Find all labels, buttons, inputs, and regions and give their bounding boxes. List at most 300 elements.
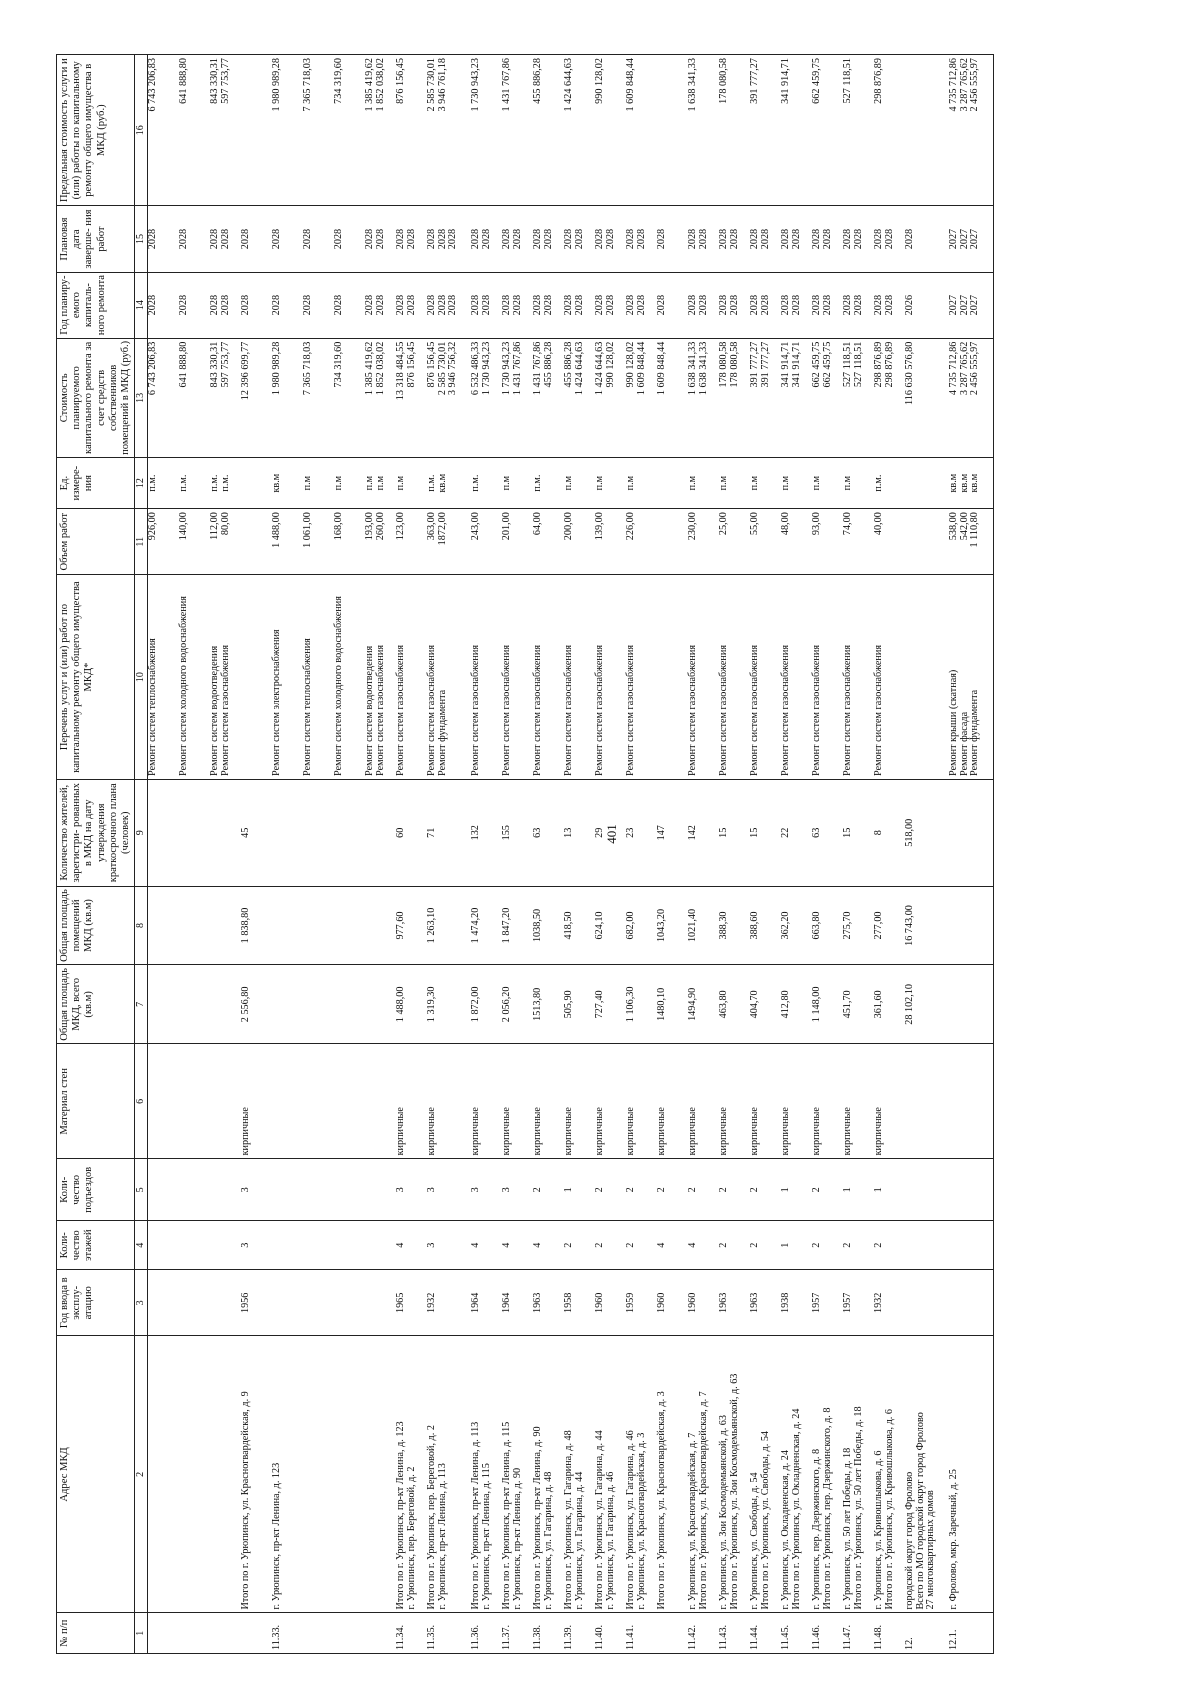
cell-line: 2028 [426, 294, 438, 316]
cell-line: 404,70 [749, 990, 761, 1019]
cell-line: 2028 [780, 228, 792, 250]
table-row [564, 55, 595, 1654]
cell-line: 45 [240, 827, 252, 838]
cell-line: Ремонт систем газоснабжения [842, 644, 854, 776]
cell-line: 12 396 699,77 [240, 341, 252, 401]
cell-line: 23 [625, 827, 637, 838]
cell-col-15 [272, 206, 303, 272]
cell-line: 2028 [178, 294, 190, 316]
cell-col-12 [303, 458, 334, 509]
cell-col-11 [949, 509, 994, 575]
cell-line: 2028 [501, 228, 513, 250]
cell-col-14 [471, 272, 502, 338]
cell-line: 116 630 576,80 [904, 341, 916, 405]
cell-col-3 [365, 1270, 396, 1336]
cell-line: Ремонт фундамента [436, 689, 448, 776]
table-body [135, 55, 994, 1654]
cell-line: 2026 [904, 294, 916, 316]
cell-col-4 [626, 1221, 657, 1270]
cell-line: 2028 [436, 228, 448, 250]
cell-line: 2028 [759, 294, 771, 316]
cell-col-16 [427, 55, 471, 207]
table-row [471, 55, 502, 1654]
cell-line: 11.35. [426, 1624, 438, 1650]
cell-col-9 [626, 779, 657, 886]
cell-line: кирпичные [395, 1107, 407, 1156]
cell-col-1 [179, 1613, 210, 1654]
cell-col-16 [564, 55, 595, 207]
cell-line: 11.43. [718, 1624, 730, 1650]
cell-line: 11.44. [749, 1624, 761, 1650]
cell-line: 2 556,80 [240, 986, 252, 1023]
header-row [57, 55, 135, 1654]
cell-col-13 [533, 338, 564, 457]
cell-line: п.м [687, 475, 699, 491]
cell-col-6 [272, 1044, 303, 1159]
cell-col-15 [148, 206, 180, 272]
cell-col-8 [427, 886, 471, 965]
cell-line: 1038,50 [532, 908, 544, 943]
cell-col-4 [272, 1221, 303, 1270]
cell-line: Ремонт систем газоснабжения [219, 644, 231, 776]
cell-line: п.м. [147, 474, 159, 492]
cell-col-2 [272, 1336, 303, 1613]
cell-col-9 [719, 779, 750, 886]
cell-col-10 [719, 575, 750, 780]
cell-line: п.м [718, 475, 730, 491]
cell-col-5 [949, 1159, 994, 1221]
cell-col-3 [148, 1270, 180, 1336]
cell-line: 11.45. [780, 1624, 792, 1650]
cell-col-9 [179, 779, 210, 886]
cell-col-8 [396, 886, 427, 965]
cell-line: 2 [594, 1242, 606, 1248]
cell-col-4 [241, 1221, 272, 1270]
cell-line: 2028 [532, 228, 544, 250]
cell-line: Ремонт систем холодного водоснабжения [333, 596, 345, 776]
cell-col-5 [688, 1159, 719, 1221]
cell-line: Итого по г. Урюпинск, ул. Окладненская, д. 24 [790, 1408, 802, 1610]
cell-col-1 [564, 1613, 595, 1654]
column-header-8: Общая площадь помещений МКД (кв.м) [57, 886, 135, 965]
cell-line: 275,70 [842, 911, 854, 940]
cell-col-16 [812, 55, 843, 207]
table-row [210, 55, 241, 1654]
cell-line: Ремонт систем газоснабжения [811, 644, 823, 776]
cell-col-9 [843, 779, 874, 886]
cell-col-15 [843, 206, 874, 272]
cell-col-2 [502, 1336, 533, 1613]
cell-line: кирпичные [470, 1107, 482, 1156]
cell-col-6 [533, 1044, 564, 1159]
cell-col-9 [812, 779, 843, 886]
cell-col-11 [210, 509, 241, 575]
cell-line: 2028 [209, 228, 221, 250]
cell-line: Ремонт систем газоснабжения [594, 644, 606, 776]
cell-line: кирпичные [594, 1107, 606, 1156]
cell-col-13 [272, 338, 303, 457]
cell-line: 1480,10 [656, 987, 668, 1021]
cell-col-14 [781, 272, 812, 338]
cell-col-4 [595, 1221, 626, 1270]
cell-line: 63 [532, 827, 544, 838]
cell-col-13 [781, 338, 812, 457]
cell-line: 4 [395, 1242, 407, 1248]
cell-line: 2028 [501, 294, 513, 316]
cell-col-13 [688, 338, 719, 457]
cell-col-2 [719, 1336, 750, 1613]
cell-col-9 [595, 779, 626, 886]
cell-col-7 [365, 965, 396, 1044]
cell-line: 6 532 486,33 [470, 341, 482, 396]
cell-line: Ремонт систем газоснабжения [625, 644, 637, 776]
cell-line: 977,60 [395, 911, 407, 940]
table-row [179, 55, 210, 1654]
cell-col-9 [905, 779, 949, 886]
cell-line: 2028 [604, 294, 616, 316]
cell-line: Ремонт систем теплоснабжения [302, 638, 314, 776]
cell-line: 2028 [563, 294, 575, 316]
cell-col-3 [874, 1270, 905, 1336]
cell-col-1 [626, 1613, 657, 1654]
cell-line: 11.40. [594, 1624, 606, 1650]
cell-line: 2 585 730,01 [436, 341, 448, 396]
cell-line: п.м [395, 475, 407, 491]
cell-line: 2028 [532, 294, 544, 316]
cell-line: 2028 [147, 294, 159, 316]
cell-line: 463,80 [718, 990, 730, 1019]
cell-line: 2 [532, 1187, 544, 1193]
cell-line: 2028 [790, 228, 802, 250]
cell-col-10 [427, 575, 471, 780]
cell-line: 2 [718, 1242, 730, 1248]
cell-line: 734 319,60 [333, 341, 345, 388]
cell-col-4 [396, 1221, 427, 1270]
cell-line: 388,30 [718, 911, 730, 940]
cell-line: 2028 [718, 294, 730, 316]
cell-line: 80,00 [219, 512, 231, 536]
cell-col-5 [241, 1159, 272, 1221]
cell-line: 2 [563, 1242, 575, 1248]
cell-line: 2 [811, 1242, 823, 1248]
cell-col-9 [781, 779, 812, 886]
cell-col-11 [303, 509, 334, 575]
cell-col-4 [564, 1221, 595, 1270]
cell-line: 6 743 206,83 [147, 341, 159, 396]
cell-col-7 [272, 965, 303, 1044]
cell-line: 2028 [873, 294, 885, 316]
cell-col-2 [148, 1336, 180, 1613]
cell-line: 505,90 [563, 990, 575, 1019]
cell-line: 990 128,02 [604, 341, 616, 388]
cell-col-10 [241, 575, 272, 780]
cell-line: Итого по г. Урюпинск, пр-кт Ленина, д. 113 [470, 1421, 482, 1610]
cell-line: 193,00 [364, 512, 376, 541]
cell-col-5 [657, 1159, 688, 1221]
cell-col-15 [657, 206, 688, 272]
cell-col-3 [272, 1270, 303, 1336]
cell-line: Ремонт систем электроснабжения [271, 629, 283, 776]
cell-col-1 [657, 1613, 688, 1654]
cell-col-5 [781, 1159, 812, 1221]
cell-col-1 [365, 1613, 396, 1654]
cell-line: 1021,40 [687, 908, 699, 943]
cell-line: 662 459,75 [821, 341, 833, 388]
cell-col-6 [719, 1044, 750, 1159]
column-number-14: 14 [135, 272, 148, 338]
column-header-13: Стоимость планируемого капитального ремонта за счет средств собственников помещений в МКД (руб.) [57, 338, 135, 457]
cell-col-7 [502, 965, 533, 1044]
column-number-16: 16 [135, 55, 148, 207]
cell-line: г. Урюпинск, ул. Кривошлыкова, д. 6 [873, 1450, 885, 1610]
cell-col-10 [949, 575, 994, 780]
cell-col-12 [148, 458, 180, 509]
cell-line: 1958 [563, 1292, 575, 1313]
cell-col-9 [564, 779, 595, 886]
table-row [905, 55, 949, 1654]
column-header-15: Плановая дата заверше- ния работ [57, 206, 135, 272]
cell-col-4 [471, 1221, 502, 1270]
cell-col-8 [905, 886, 949, 965]
cell-col-14 [272, 272, 303, 338]
cell-col-10 [334, 575, 365, 780]
cell-col-1 [502, 1613, 533, 1654]
table-row [241, 55, 272, 1654]
cell-col-2 [365, 1336, 396, 1613]
cell-line: Ремонт систем газоснабжения [532, 644, 544, 776]
cell-line: 4 [532, 1242, 544, 1248]
cell-line: 2028 [904, 228, 916, 250]
cell-col-8 [533, 886, 564, 965]
cell-col-10 [688, 575, 719, 780]
cell-col-4 [427, 1221, 471, 1270]
cell-line: 2028 [209, 294, 221, 316]
cell-line: 1 385 419,62 [364, 341, 376, 396]
cell-col-2 [533, 1336, 564, 1613]
cell-col-7 [396, 965, 427, 1044]
cell-col-12 [241, 458, 272, 509]
cell-line: 260,00 [374, 512, 386, 541]
table-row [949, 55, 994, 1654]
cell-line: 12.1. [948, 1629, 960, 1650]
cell-col-16 [626, 55, 657, 207]
cell-line: Ремонт фасада [958, 711, 970, 776]
cell-col-5 [427, 1159, 471, 1221]
cell-line: 455 886,28 [532, 58, 544, 104]
cell-line: 1 431 767,86 [532, 341, 544, 396]
cell-line: кирпичные [656, 1107, 668, 1156]
column-header-16: Предельная стоимость услуги и (или) работы по капитальному ремонту общего имущества в МКД (руб.) [57, 55, 135, 207]
cell-col-2 [905, 1336, 949, 1613]
cell-line: 3 [470, 1187, 482, 1193]
cell-col-6 [365, 1044, 396, 1159]
table-row [303, 55, 334, 1654]
cell-col-12 [657, 458, 688, 509]
cell-col-15 [427, 206, 471, 272]
cell-line: 1 638 341,33 [687, 341, 699, 396]
cell-col-16 [210, 55, 241, 207]
column-number-1: 1 [135, 1613, 148, 1654]
cell-col-6 [334, 1044, 365, 1159]
cell-line: 74,00 [842, 512, 854, 536]
cell-col-7 [564, 965, 595, 1044]
cell-col-2 [427, 1336, 471, 1613]
cell-col-10 [874, 575, 905, 780]
cell-col-16 [471, 55, 502, 207]
cell-col-3 [657, 1270, 688, 1336]
cell-line: 1960 [594, 1292, 606, 1313]
cell-line: 63 [811, 827, 823, 838]
cell-col-15 [750, 206, 781, 272]
cell-col-9 [688, 779, 719, 886]
cell-col-1 [750, 1613, 781, 1654]
cell-col-5 [874, 1159, 905, 1221]
cell-line: 876 156,45 [426, 341, 438, 388]
cell-line: 298 876,89 [873, 58, 885, 104]
cell-col-5 [564, 1159, 595, 1221]
cell-line: 527 118,51 [852, 341, 864, 388]
cell-line: городской округ город Фролово [904, 1471, 916, 1610]
cell-col-4 [657, 1221, 688, 1270]
cell-line: 2 [687, 1187, 699, 1193]
cell-col-15 [533, 206, 564, 272]
cell-col-13 [657, 338, 688, 457]
table-row [719, 55, 750, 1654]
cell-line: 1 488,00 [395, 986, 407, 1023]
cell-col-9 [657, 779, 688, 886]
cell-line: 15 [718, 827, 730, 838]
cell-col-7 [719, 965, 750, 1044]
cell-line: 298 876,89 [883, 341, 895, 388]
cell-col-6 [843, 1044, 874, 1159]
cell-col-14 [626, 272, 657, 338]
cell-col-15 [905, 206, 949, 272]
cell-col-15 [812, 206, 843, 272]
cell-col-8 [148, 886, 180, 965]
cell-col-7 [303, 965, 334, 1044]
cell-col-8 [781, 886, 812, 965]
column-header-9: Количество жителей, зарегистри- рованных в МКД на дату утверждения краткосрочного плана (человек) [57, 779, 135, 886]
cell-line: 2028 [470, 294, 482, 316]
cell-col-5 [334, 1159, 365, 1221]
cell-line: 1 061,00 [302, 512, 314, 548]
capital-repair-table [56, 54, 994, 1654]
cell-col-8 [719, 886, 750, 965]
cell-line: 2027 [958, 228, 970, 250]
cell-line: 2028 [821, 294, 833, 316]
cell-line: 1 847,20 [501, 907, 513, 944]
cell-line: 2028 [271, 294, 283, 316]
cell-line: 663,80 [811, 911, 823, 940]
column-header-3: Год ввода в эксплу- атацию [57, 1270, 135, 1336]
cell-line: 201,00 [501, 512, 513, 541]
cell-line: 926,00 [147, 512, 159, 541]
cell-col-1 [874, 1613, 905, 1654]
cell-col-4 [148, 1221, 180, 1270]
cell-line: 3 [426, 1242, 438, 1248]
cell-line: 2 [749, 1187, 761, 1193]
cell-col-14 [949, 272, 994, 338]
cell-line: 1872,00 [436, 512, 448, 546]
cell-col-1 [334, 1613, 365, 1654]
cell-line: 1 106,30 [625, 986, 637, 1023]
cell-col-14 [210, 272, 241, 338]
cell-line: 2028 [447, 294, 459, 316]
cell-col-15 [241, 206, 272, 272]
cell-line: 2028 [728, 228, 740, 250]
cell-line: 455 886,28 [563, 341, 575, 388]
column-header-2: Адрес МКД [57, 1336, 135, 1613]
cell-line: 1 319,30 [426, 986, 438, 1023]
cell-line: 2027 [948, 294, 960, 316]
cell-col-15 [564, 206, 595, 272]
cell-col-13 [750, 338, 781, 457]
cell-line: 2028 [542, 294, 554, 316]
cell-col-5 [210, 1159, 241, 1221]
cell-line: 2028 [240, 228, 252, 250]
column-number-7: 7 [135, 965, 148, 1044]
cell-col-4 [365, 1221, 396, 1270]
cell-col-12 [334, 458, 365, 509]
cell-line: 363,00 [426, 512, 438, 541]
cell-line: 391 777,27 [749, 58, 761, 104]
cell-col-15 [688, 206, 719, 272]
column-number-5: 5 [135, 1159, 148, 1221]
cell-line: 2028 [842, 294, 854, 316]
cell-col-7 [595, 965, 626, 1044]
cell-col-3 [781, 1270, 812, 1336]
cell-col-13 [334, 338, 365, 457]
cell-line: п.м. [178, 474, 190, 492]
cell-col-7 [241, 965, 272, 1044]
cell-line: 1 [780, 1187, 792, 1193]
cell-line: 11.39. [563, 1624, 575, 1650]
cell-col-9 [272, 779, 303, 886]
cell-col-13 [179, 338, 210, 457]
cell-line: Ремонт систем газоснабжения [374, 644, 386, 776]
cell-line: 1 852 038,02 [374, 58, 386, 112]
cell-col-3 [471, 1270, 502, 1336]
cell-line: 3 946 756,32 [447, 341, 459, 396]
cell-col-15 [471, 206, 502, 272]
cell-line: п.м [501, 475, 513, 491]
cell-line: 2028 [240, 294, 252, 316]
cell-line: кирпичные [563, 1107, 575, 1156]
cell-col-11 [427, 509, 471, 575]
cell-col-2 [874, 1336, 905, 1613]
cell-col-2 [750, 1336, 781, 1613]
cell-line: 71 [426, 827, 438, 838]
cell-col-12 [179, 458, 210, 509]
cell-col-10 [781, 575, 812, 780]
cell-line: кирпичные [426, 1107, 438, 1156]
cell-col-16 [365, 55, 396, 207]
cell-col-6 [303, 1044, 334, 1159]
cell-col-3 [396, 1270, 427, 1336]
cell-line: 11.41. [625, 1624, 637, 1650]
cell-line: п.м. [219, 474, 231, 492]
cell-col-1 [905, 1613, 949, 1654]
cell-line: 2028 [594, 228, 606, 250]
cell-line: Итого по г. Урюпинск, ул. Гагарина, д. 44 [594, 1430, 606, 1610]
cell-line: 2 [811, 1187, 823, 1193]
cell-line: 662 459,75 [811, 341, 823, 388]
cell-line: 2028 [811, 294, 823, 316]
column-number-2: 2 [135, 1336, 148, 1613]
cell-line: 597 753,77 [219, 341, 231, 388]
cell-col-10 [595, 575, 626, 780]
cell-line: 2028 [873, 228, 885, 250]
